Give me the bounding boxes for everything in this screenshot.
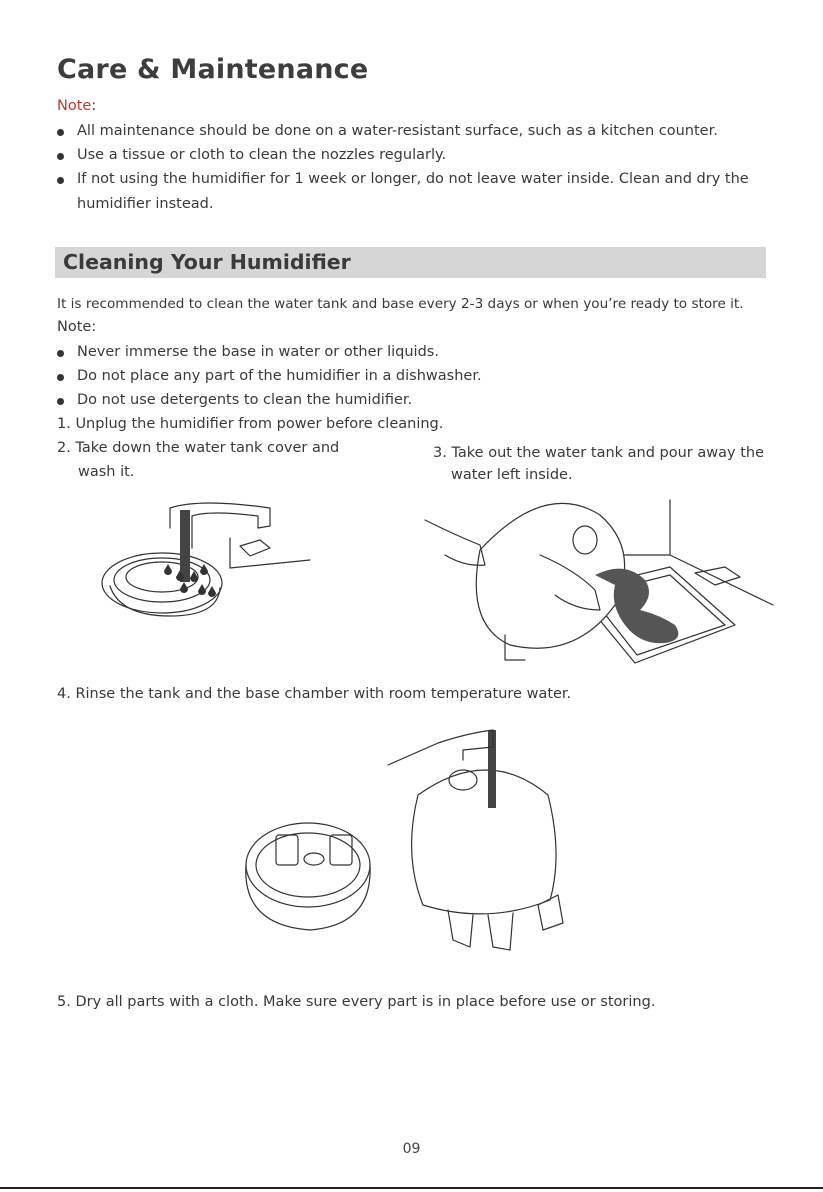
section-intro: It is recommended to clean the water tank and base every 2-3 days or when you’re ready to store it. [57,296,744,312]
step-2-line-1: 2. Take down the water tank cover and [57,440,340,456]
caution-item: Never immerse the base in water or other liquids. [77,344,439,360]
note-item: Use a tissue or cloth to clean the nozzles regularly. [77,147,447,163]
step-1: 1. Unplug the humidifier from power before cleaning. [57,416,444,432]
rinse-illustration [238,725,578,965]
step-2-line-2: wash it. [78,464,135,480]
caution-item: Do not use detergents to clean the humidifier. [77,392,413,408]
step-5: 5. Dry all parts with a cloth. Make sure every part is in place before use or storing. [57,994,656,1010]
page-title: Care & Maintenance [57,54,369,85]
humidifier-cover-illustration [100,498,315,628]
footer-rule [0,1187,823,1189]
tank-pour-illustration [425,495,775,665]
bullet-icon [57,398,64,405]
caution-item: Do not place any part of the humidifier in a dishwasher. [77,368,482,384]
note-colon: : [91,98,97,114]
step-3-line-2: water left inside. [451,467,573,483]
step-3-line-1: 3. Take out the water tank and pour away the [433,445,764,461]
note-heading [57,98,96,114]
bullet-icon [57,153,64,160]
note-item: All maintenance should be done on a water-resistant surface, such as a kitchen counter. [77,123,718,139]
bullet-icon [57,374,64,381]
section-title: Cleaning Your Humidifier [63,250,351,274]
page-number: 09 [402,1141,421,1157]
bullet-icon [57,129,64,136]
note-label-2: Note: [57,319,97,335]
note-item: If not using the humidifier for 1 week or longer, do not leave water inside. Clean and dry the [77,171,749,187]
step-4: 4. Rinse the tank and the base chamber with room temperature water. [57,686,572,702]
note-label: Note [57,98,92,114]
note-item-continued: humidifier instead. [77,196,214,212]
bullet-icon [57,177,64,184]
bullet-icon [57,350,64,357]
